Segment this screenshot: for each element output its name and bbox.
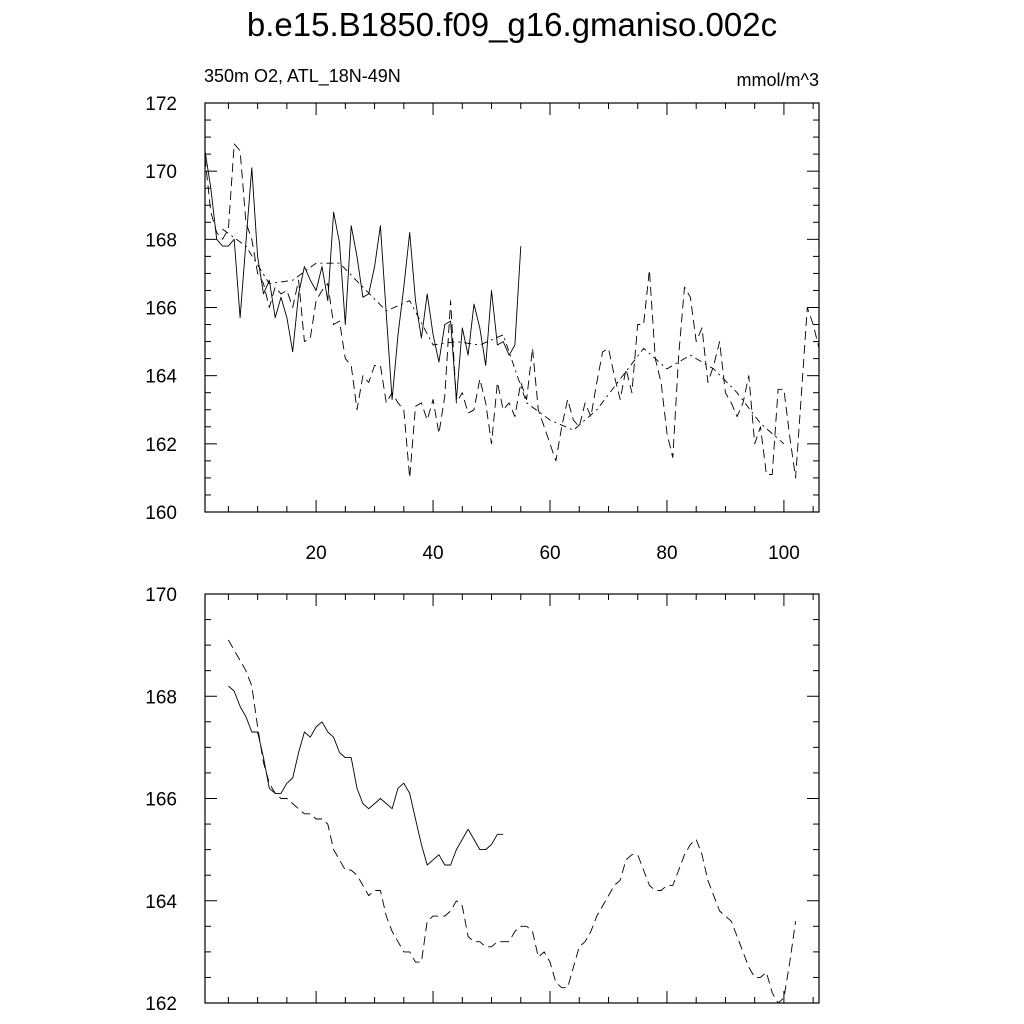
y-tick-label: 170 <box>145 162 177 184</box>
x-tick-label: 80 <box>656 543 678 564</box>
x-tick-label: 100 <box>768 543 800 564</box>
y-tick-label: 164 <box>145 891 177 913</box>
x-tick-label: 20 <box>305 543 327 564</box>
units-subtitle: mmol/m^3 <box>736 70 819 90</box>
y-tick-label: 168 <box>145 687 177 709</box>
series-line-dash-dot <box>223 229 784 444</box>
x-tick-label: 40 <box>422 543 444 564</box>
y-tick-label: 166 <box>145 789 177 811</box>
x-tick-label: 60 <box>539 543 561 564</box>
variable-subtitle: 350m O2, ATL_18N-49N <box>204 66 401 86</box>
y-tick-label: 172 <box>145 94 177 115</box>
series-line-solid <box>205 151 521 400</box>
y-tick-label: 168 <box>145 230 177 252</box>
y-tick-label: 164 <box>145 366 177 388</box>
series-line-dashed <box>228 640 795 1003</box>
y-tick-label: 162 <box>145 434 177 456</box>
series-line-solid <box>228 686 503 865</box>
y-tick-label: 160 <box>145 503 177 524</box>
plot-frame-2 <box>205 594 819 1003</box>
chart-title: b.e15.B1850.f09_g16.gmaniso.002c <box>246 6 778 43</box>
y-tick-label: 162 <box>145 994 177 1015</box>
y-tick-label: 166 <box>145 298 177 320</box>
y-tick-label: 170 <box>145 585 177 606</box>
